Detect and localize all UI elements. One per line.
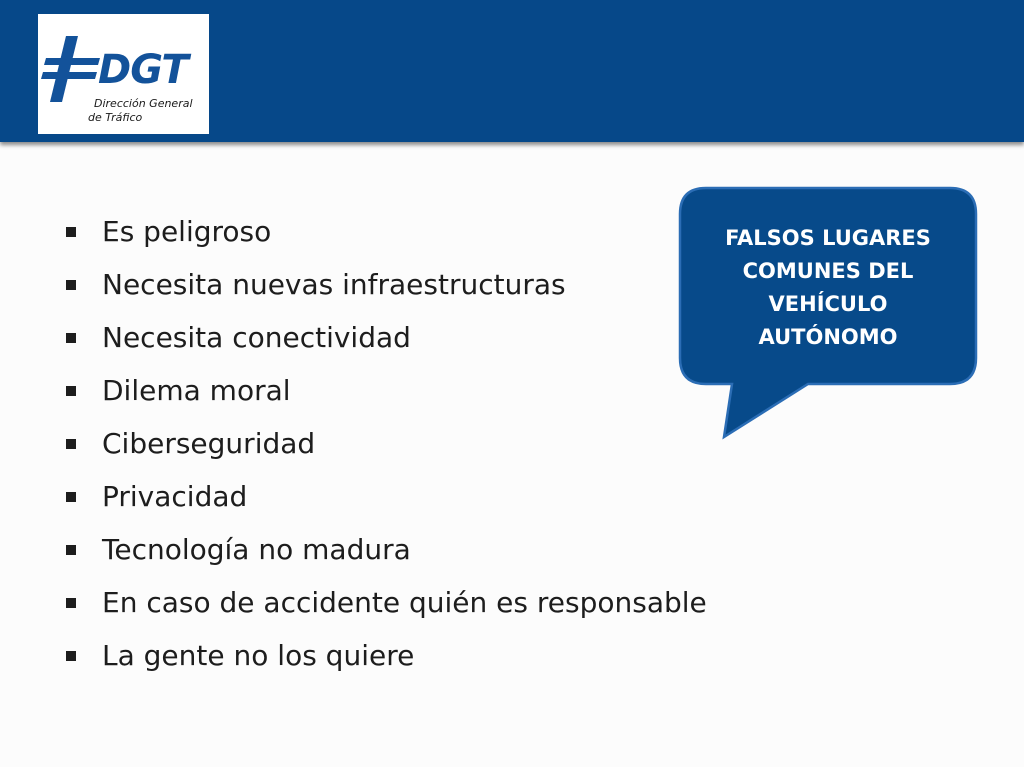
bullet-square-icon — [66, 439, 76, 449]
bullet-square-icon — [66, 227, 76, 237]
bullet-square-icon — [66, 651, 76, 661]
callout-line: AUTÓNOMO — [758, 325, 898, 349]
logo-subtitle-line1: Dirección General — [94, 97, 193, 110]
list-item-text: Tecnología no madura — [102, 533, 411, 566]
bullet-square-icon — [66, 386, 76, 396]
list-item — [66, 364, 707, 417]
list-item — [66, 417, 707, 470]
list-item — [66, 576, 707, 629]
bullet-square-icon — [66, 492, 76, 502]
list-item — [66, 470, 707, 523]
header-banner — [0, 0, 1024, 142]
list-item-text: Dilema moral — [102, 374, 291, 407]
logo-subtitle-line2: de Tráfico — [88, 111, 143, 124]
bullet-list — [66, 205, 707, 682]
list-item — [66, 629, 707, 682]
callout-line: COMUNES DEL — [742, 259, 914, 283]
list-item-text: Necesita conectividad — [102, 321, 411, 354]
bullet-square-icon — [66, 545, 76, 555]
list-item — [66, 523, 707, 576]
callout-line: FALSOS LUGARES — [725, 226, 931, 250]
bullet-square-icon — [66, 280, 76, 290]
list-item — [66, 258, 707, 311]
list-item — [66, 311, 707, 364]
list-item — [66, 205, 707, 258]
callout-line: VEHÍCULO — [768, 292, 888, 316]
bullet-square-icon — [66, 333, 76, 343]
logo-wordmark: DGT — [98, 47, 188, 93]
dgt-logo[interactable] — [38, 14, 209, 134]
callout-text — [678, 222, 978, 354]
speech-callout — [678, 186, 978, 441]
list-item-text: Privacidad — [102, 480, 248, 513]
list-item-text: Ciberseguridad — [102, 427, 316, 460]
list-item-text: La gente no los quiere — [102, 639, 415, 672]
bullet-square-icon — [66, 598, 76, 608]
list-item-text: Es peligroso — [102, 215, 272, 248]
list-item-text: Necesita nuevas infraestructuras — [102, 268, 566, 301]
logo-subtitle — [88, 97, 193, 125]
list-item-text: En caso de accidente quién es responsable — [102, 586, 707, 619]
